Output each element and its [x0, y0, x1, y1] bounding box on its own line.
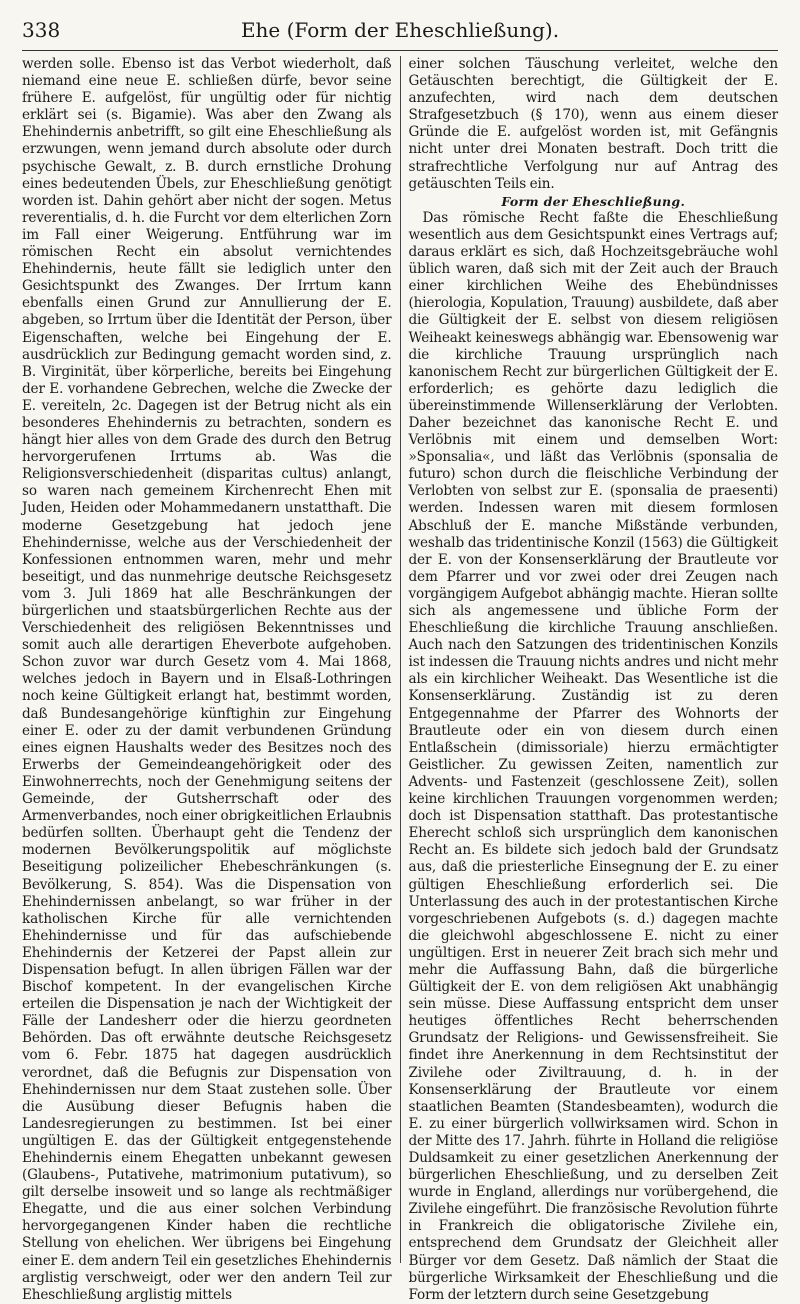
left-column-paragraph: werden solle. Ebenso ist das Verbot wiederholt, daß niemand eine neue E. schließen dürfe, bevor seine frühere E. aufgelöst, für ungültig oder für nichtig erklärt sei (s. Bigamie). Was aber den Zwang als Ehehindernis anbetrifft, so gilt eine Eheschließung als erzwungen, wenn jemand durch absolute oder durch psychische Gewalt, z. B. durch ernstliche Drohung eines bedeutenden Übels, zur Eheschließung genötigt worden ist. Dahin gehört aber nicht der sogen. Metus reverentialis, d. h. die Furcht vor dem elterlichen Zorn im Fall einer Weigerung. Entführung war im römischen Recht ein absolut vernichtendes Ehehindernis, heute fällt sie lediglich unter den Gesichtspunkt des Zwanges. Der Irrtum kann ebenfalls einen Grund zur Annullierung der E. abgeben, so Irrtum über die Identität der Person, über Eigenschaften, welche bei Eingehung der E. ausdrücklich zur Bedingung gemacht worden sind, z. B. Virginität, über körperliche, bereits bei Eingehung der E. vorhandene Gebrechen, welche die Zwecke der E. vereiteln, 2c. Dagegen ist der Betrug nicht als ein besonderes Ehehindernis zu betrachten, sondern es hängt hier alles von dem Grade des durch den Betrug hervorgerufenen Irrtums ab. Was die Religionsverschiedenheit (disparitas cultus) anlangt, so waren nach gemeinem Kirchenrecht Ehen mit Juden, Heiden oder Mohammedanern unstatthaft. Die moderne Gesetzgebung hat jedoch jene Ehehindernisse, welche aus der Verschiedenheit der Konfessionen entnommen waren, mehr und mehr beseitigt, und das nunmehrige deutsche Reichsgesetz vom 3. Juli 1869 hat alle Beschränkungen der bürgerlichen und staatsbürgerlichen Rechte aus der Verschiedenheit des religiösen Bekenntnisses und somit auch alle derartigen Eheverbote aufgehoben. Schon zuvor war durch Gesetz vom 4. Mai 1868, welches jedoch in Bayern und in Elsaß-Lothringen noch keine Gültigkeit erlangt hat, bestimmt worden, daß Bundesangehörige künftighin zur Eingehung einer E. oder zu der damit verbundenen Gründung eines eignen Haushalts weder des Besitzes noch des Erwerbs der Gemeindeangehörigkeit oder des Einwohnerrechts, noch der Genehmigung seitens der Gemeinde, der Gutsherrschaft oder des Armenverbandes, noch einer obrigkeitlichen Erlaubnis bedürfen sollten. Überhaupt geht die Tendenz der modernen Bevölkerungspolitik auf möglichste Beseitigung polizeilicher Ehebeschränkungen (s. Bevölkerung, S. 854). Was die Dispensation von Ehehindernissen anbelangt, so war früher in der katholischen Kirche für alle vernichtenden Ehehindernisse und für das aufschiebende Ehehindernis der Ketzerei der Papst allein zur Dispensation befugt. In allen übrigen Fällen war der Bischof kompetent. In der evangelischen Kirche erteilen die Dispensation je nach der Wichtigkeit der Fälle der Landesherr oder die hierzu geordneten Behörden. Das oft erwähnte deutsche Reichsgesetz vom 6. Febr. 1875 hat dagegen ausdrücklich verordnet, daß die Befugnis zur Dispensation von Ehehindernissen nur dem Staat zustehen solle. Über die Ausübung dieser Befugnis haben die Landesregierungen zu bestimmen. Ist bei einer ungültigen E. das der Gültigkeit entgegenstehende Ehehindernis einem Ehegatten unbekannt gewesen (Glaubens-, Putativehe, matrimonium putativum), so gilt derselbe insoweit und so lange als rechtmäßiger Ehegatte, und die aus einer solchen Verbindung hervorgegangenen Kinder haben die rechtliche Stellung von ehelichen. Wer übrigens bei Eingehung einer E. dem andern Teil ein gesetzliches Ehehindernis arglistig verschweigt, oder wer den andern Teil zur Eheschließung arglistig mittels: [22, 56, 392, 1303]
page-number: 338: [22, 18, 61, 42]
page-header: [22, 10, 778, 51]
left-column: [22, 56, 400, 1303]
text-columns: [22, 56, 778, 1303]
section-heading: Form der Eheschließung.: [501, 193, 686, 209]
right-column: [400, 56, 779, 1303]
running-title: Ehe (Form der Eheschließung).: [240, 18, 560, 42]
right-column-body-paragraph: Das römische Recht faßte die Eheschließung wesentlich aus dem Gesichtspunkt eines Vertrags auf; daraus erklärt es sich, daß Hochzeitsgebräuche wohl üblich waren, daß sich mit der Zeit auch der Brauch einer kirchlichen Weihe des Ehebündnisses (hierologia, Kopulation, Trauung) ausbildete, daß aber die Gültigkeit der E. selbst von diesem religiösen Weiheakt keineswegs abhängig war. Ebensowenig war die kirchliche Trauung ursprünglich nach kanonischem Recht zur bürgerlichen Gültigkeit der E. erforderlich; es gehörte dazu lediglich die übereinstimmende Willenserklärung der Verlobten. Daher bezeichnet das kanonische Recht E. und Verlöbnis mit einem und demselben Wort: »Sponsalia«, und läßt das Verlöbnis (sponsalia de futuro) schon durch die fleischliche Verbindung der Verlobten von selbst zur E. (sponsalia de praesenti) werden. Indessen waren mit diesem formlosen Abschluß der E. manche Mißstände verbunden, weshalb das tridentinische Konzil (1563) die Gültigkeit der E. von der Konsenserklärung der Brautleute vor dem Pfarrer und vor zwei oder drei Zeugen nach vorgängigem Aufgebot abhängig machte. Hieran sollte sich als angemessene und übliche Form der Eheschließung die kirchliche Trauung anschließen. Auch nach den Satzungen des tridentinischen Konzils ist indessen die Trauung nichts andres und nicht mehr als ein kirchlicher Weiheakt. Das Wesentliche ist die Konsenserklärung. Zuständig ist zu deren Entgegennahme der Pfarrer des Wohnorts der Brautleute oder ein von diesem durch einen Entlaßschein (dimissoriale) hierzu ermächtigter Geistlicher. Zu gewissen Zeiten, namentlich zur Advents- und Fastenzeit (geschlossene Zeit), sollen keine kirchlichen Trauungen vorgenommen werden; doch ist Dispensation statthaft. Das protestantische Eherecht schloß sich ursprünglich dem kanonischen Recht an. Es bildete sich jedoch bald der Grundsatz aus, daß die priesterliche Einsegnung der E. zu einer gültigen Eheschließung erforderlich sei. Die Unterlassung des auch in der protestantischen Kirche vorgeschriebenen Aufgebots (s. d.) dagegen machte die gleichwohl abgeschlossene E. nicht zu einer ungültigen. Erst in neuerer Zeit brach sich mehr und mehr die Auffassung Bahn, daß die bürgerliche Gültigkeit der E. von dem religiösen Akt unabhängig sein müsse. Diese Auffassung entspricht dem unser heutiges öffentliches Recht beherrschenden Grundsatz der Religions- und Gewissensfreiheit. Sie findet ihre Anerkennung in dem Rechtsinstitut der Zivilehe oder Ziviltrauung, d. h. in der Konsenserklärung der Brautleute vor einem staatlichen Beamten (Standesbeamten), wodurch die E. zu einer bürgerlich vollwirksamen wird. Schon in der Mitte des 17. Jahrh. führte in Holland die religiöse Duldsamkeit zu einer gesetzlichen Anerkennung der bürgerlichen Eheschließung, und zu derselben Zeit wurde in England, allerdings nur vorübergehend, die Zivilehe eingeführt. Die französische Revolution führte in Frankreich die obligatorische Zivilehe ein, entsprechend dem Grundsatz der Gleichheit aller Bürger vor dem Gesetz. Daß nämlich der Staat die bürgerliche Wirksamkeit der Eheschließung und die Form der letztern durch seine Gesetzgebung: [408, 209, 778, 1303]
right-column-intro-paragraph: einer solchen Täuschung verleitet, welche den Getäuschten berechtigt, die Gültigkeit der E. anzufechten, wird nach dem deutschen Strafgesetzbuch (§ 170), wenn aus einem dieser Gründe die E. aufgelöst worden ist, mit Gefängnis nicht unter drei Monaten bestraft. Doch tritt die strafrechtliche Verfolgung nur auf Antrag des getäuschten Teils ein.: [408, 56, 778, 192]
